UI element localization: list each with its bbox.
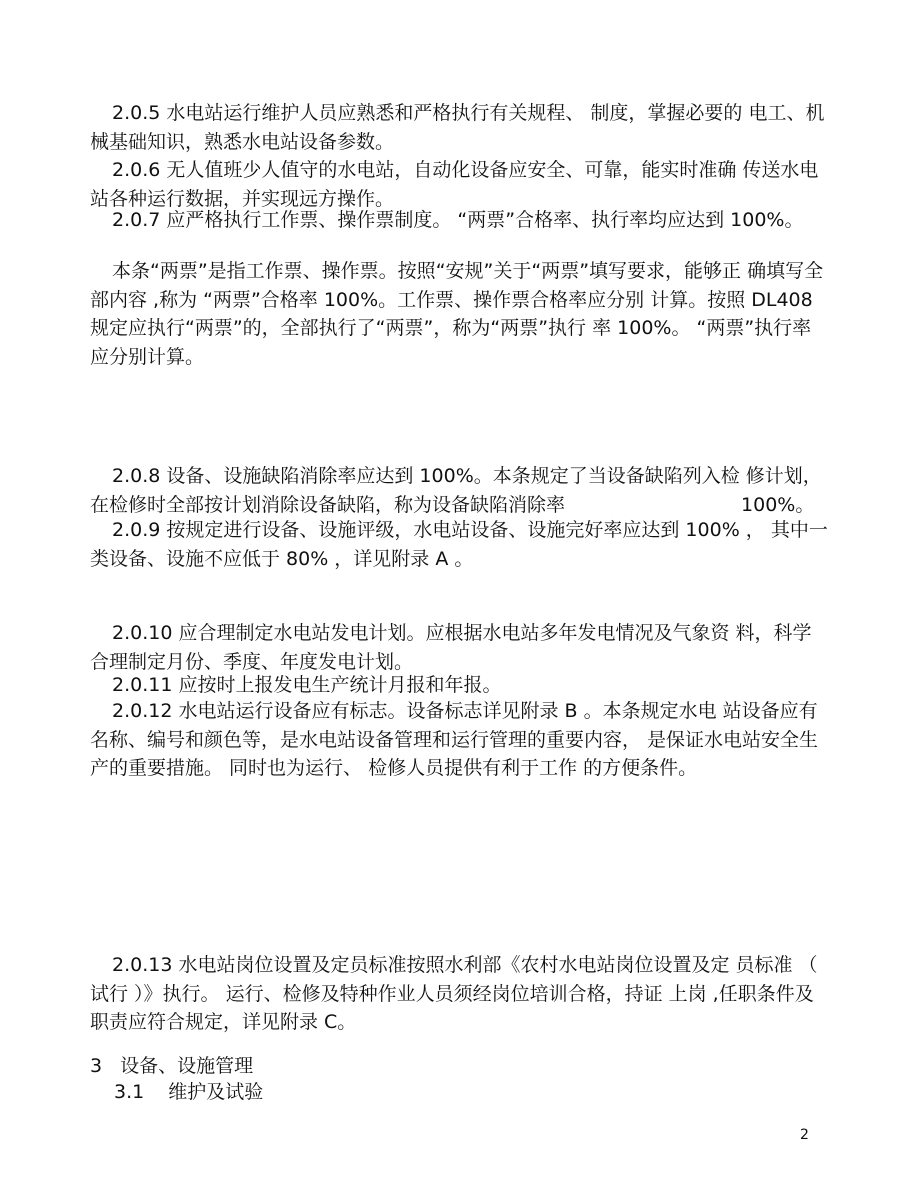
- page-number: 2: [800, 1127, 809, 1143]
- paragraph-2-0-7: 2.0.7 应严格执行工作票、操作票制度。 “两票”合格率、执行率均应达到 100%。: [112, 209, 804, 231]
- paragraph-2-0-6: 2.0.6 无人值班少人值守的水电站，自动化设备应安全、可靠，能实时准确 传送水电站各种运行数据，并实现远方操作。: [90, 159, 819, 210]
- paragraph-2-0-12: 2.0.12 水电站运行设备应有标志。设备标志详见附录 B 。本条规定水电 站设备应有名称、编号和颜色等，是水电站设备管理和运行管理的重要内容， 是保证水电站安全生产的重要措施。 同时也为运行、 检修人员提供有利于工作 的方便条件。: [90, 700, 819, 779]
- section-title: 设备、设施管理: [120, 1055, 254, 1077]
- subsection-number: 3.1: [114, 1081, 145, 1103]
- paragraph-two-tickets-note: 本条“两票”是指工作票、操作票。按照“安规”关于“两票”填写要求，能够正 确填写全部内容 ,称为 “两票”合格率 100%。工作票、操作票合格率应分别 计算。按照 DL408 规定应执行“两票”的，全部执行了“两票”，称为“两票”执行 率 100%。 “两票”执行率应分别计算。: [90, 260, 824, 368]
- subsection-title: 维护及试验: [168, 1081, 264, 1103]
- paragraph-2-0-9: 2.0.9 按规定进行设备、设施评级，水电站设备、设施完好率应达到 100% ， 其中一类设备、设施不应低于 80% ，详见附录 A 。: [90, 519, 828, 570]
- section-number: 3: [90, 1055, 103, 1077]
- subsection-heading: [114, 1078, 263, 1107]
- paragraph-2-0-10: 2.0.10 应合理制定水电站发电计划。应根据水电站多年发电情况及气象资 料，科学合理制定月份、季度、年度发电计划。: [90, 622, 812, 673]
- paragraph-2-0-8-value: 100%。: [741, 493, 815, 516]
- paragraph-2-0-13: 2.0.13 水电站岗位设置及定员标准按照水利部《农村水电站岗位设置及定 员标准 （ 试行 ）》执行。 运行、检修及特种作业人员须经岗位培训合格，持证 上岗 ,任职条件及职责应符合规定，详见附录 C。: [90, 954, 818, 1033]
- section-heading: [90, 1052, 253, 1081]
- paragraph-2-0-8: [90, 462, 830, 519]
- paragraph-2-0-11: 2.0.11 应按时上报发电生产统计月报和年报。: [112, 674, 502, 696]
- paragraph-2-0-8-text: 2.0.8 设备、设施缺陷消除率应达到 100%。本条规定了当设备缺陷列入检 修计划，在检修时全部按计划消除设备缺陷，称为设备缺陷消除率: [90, 465, 822, 516]
- paragraph-2-0-5: 2.0.5 水电站运行维护人员应熟悉和严格执行有关规程、 制度，掌握必要的 电工、机械基础知识，熟悉水电站设备参数。: [90, 102, 825, 153]
